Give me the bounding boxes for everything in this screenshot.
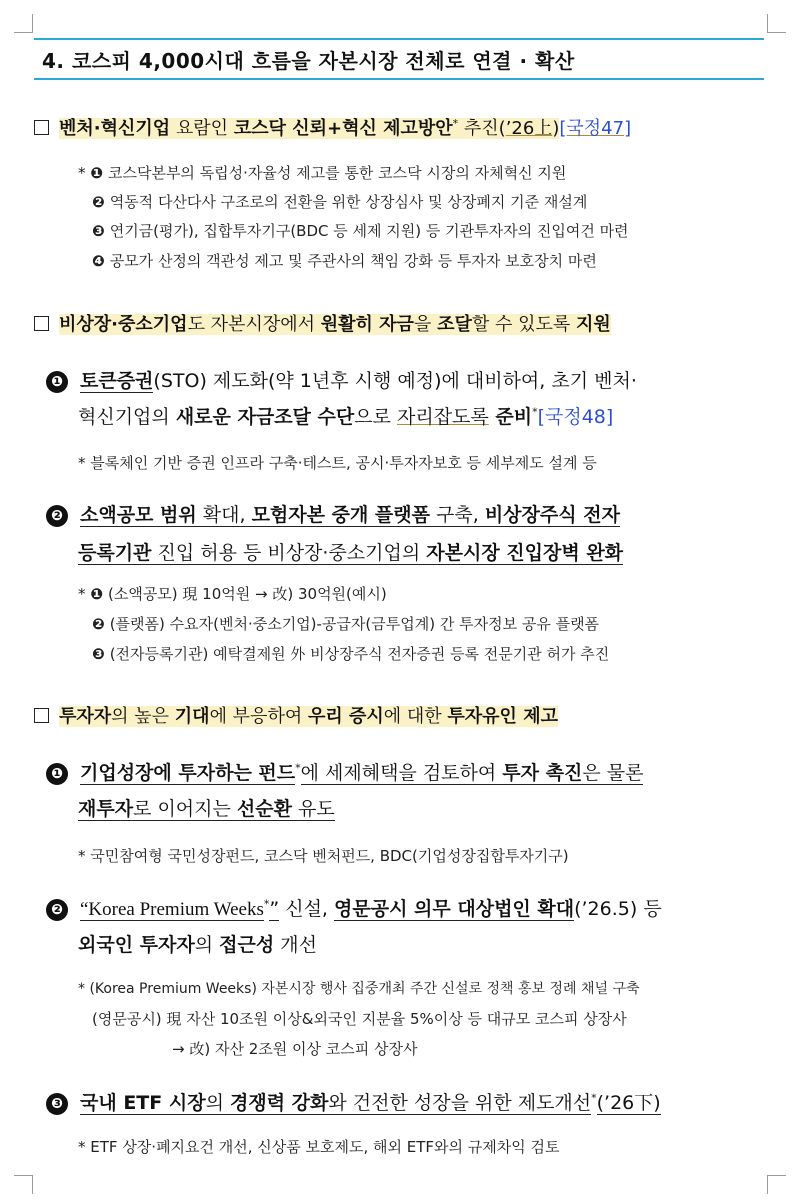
note-line: * ❶ 코스닥본부의 독립성·자율성 제고를 통한 코스닥 시장의 자체혁신 지원: [78, 164, 567, 182]
list-item: ❶ 토큰증권(STO) 제도화(약 1년후 시행 예정)에 대비하여, 초기 벤처·: [46, 366, 637, 393]
crop-mark-top-left: [14, 14, 33, 33]
list-item: ❸ 국내 ETF 시장의 경쟁력 강화와 건전한 성장을 위한 제도개선*(’26下): [46, 1088, 661, 1115]
checkbox-square-icon: [34, 316, 49, 331]
note-line: ❷ 역동적 다산다사 구조로의 전환을 위한 상장심사 및 상장폐지 기준 재설계: [92, 193, 588, 211]
note-line: ❸ (전자등록기관) 예탁결제원 外 비상장주식 전자증권 등록 전문기관 허가 추진: [92, 645, 610, 663]
number-bullet-icon: ❸: [46, 1093, 68, 1115]
note-line: * ❶ (소액공모) 現 10억원 → 改) 30억원(예시): [78, 585, 387, 603]
note-line: * (Korea Premium Weeks) 자본시장 행사 집중개최 주간 신설로 정책 홍보 정례 채널 구축: [78, 981, 640, 997]
number-bullet-icon: ❶: [46, 763, 68, 785]
list-item: ❷ “Korea Premium Weeks*” 신설, 영문공시 의무 대상법인 확대(’26.5) 등: [46, 894, 662, 921]
crop-mark-bottom-left: [14, 1175, 33, 1194]
section-heading: 4. 코스피 4,000시대 흐름을 자본시장 전체로 연결 · 확산: [34, 38, 764, 80]
note-line: * 블록체인 기반 증권 인프라 구축·테스트, 공시·투자자보호 등 세부제도 설계 등: [78, 454, 597, 472]
policy-ref-link[interactable]: [국정48]: [537, 406, 614, 428]
section-1-title: 벤처·혁신기업 요람인 코스닥 신뢰+혁신 제고방안* 추진(’26上)[국정47]: [34, 114, 631, 140]
checkbox-square-icon: [34, 708, 49, 723]
note-line: ❷ (플랫폼) 수요자(벤처·중소기업)-공급자(금투업계) 간 투자정보 공유 플랫폼: [92, 615, 600, 633]
note-line: ❸ 연기금(평가), 집합투자기구(BDC 등 세제 지원) 등 기관투자자의 진입여건 마련: [92, 222, 629, 240]
list-item: ❶ 기업성장에 투자하는 펀드*에 세제혜택을 검토하여 투자 촉진은 물론: [46, 758, 643, 785]
number-bullet-icon: ❷: [46, 899, 68, 921]
note-line: * ETF 상장·폐지요건 개선, 신상품 보호제도, 해외 ETF와의 규제차익 검토: [78, 1138, 560, 1156]
note-line: ❹ 공모가 산정의 객관성 제고 및 주관사의 책임 강화 등 투자자 보호장치 마련: [92, 252, 597, 270]
number-bullet-icon: ❶: [46, 371, 68, 393]
note-line: * 국민참여형 국민성장펀드, 코스닥 벤처펀드, BDC(기업성장집합투자기구): [78, 847, 569, 865]
section-2-title: 비상장·중소기업도 자본시장에서 원활히 자금을 조달할 수 있도록 지원: [34, 310, 611, 336]
checkbox-square-icon: [34, 120, 49, 135]
note-line: → 改) 자산 2조원 이상 코스피 상장사: [172, 1040, 418, 1058]
list-item-cont: 등록기관 진입 허용 등 비상장·중소기업의 자본시장 진입장벽 완화: [78, 542, 624, 564]
section-3-title: 투자자의 높은 기대에 부응하여 우리 증시에 대한 투자유인 제고: [34, 702, 558, 728]
list-item-cont: 재투자로 이어지는 선순환 유도: [78, 798, 335, 820]
list-item: ❷ 소액공모 범위 확대, 모험자본 중개 플랫폼 구축, 비상장주식 전자: [46, 500, 620, 527]
list-item-cont: 외국인 투자자의 접근성 개선: [78, 934, 317, 956]
policy-ref-link[interactable]: [국정47]: [559, 118, 632, 139]
number-bullet-icon: ❷: [46, 505, 68, 527]
note-line: (영문공시) 現 자산 10조원 이상&외국인 지분율 5%이상 등 대규모 코스피 상장사: [92, 1010, 627, 1028]
list-item-cont: 혁신기업의 새로운 자금조달 수단으로 자리잡도록 준비*[국정48]: [78, 405, 614, 428]
crop-mark-top-right: [767, 14, 786, 33]
crop-mark-bottom-right: [767, 1175, 786, 1194]
